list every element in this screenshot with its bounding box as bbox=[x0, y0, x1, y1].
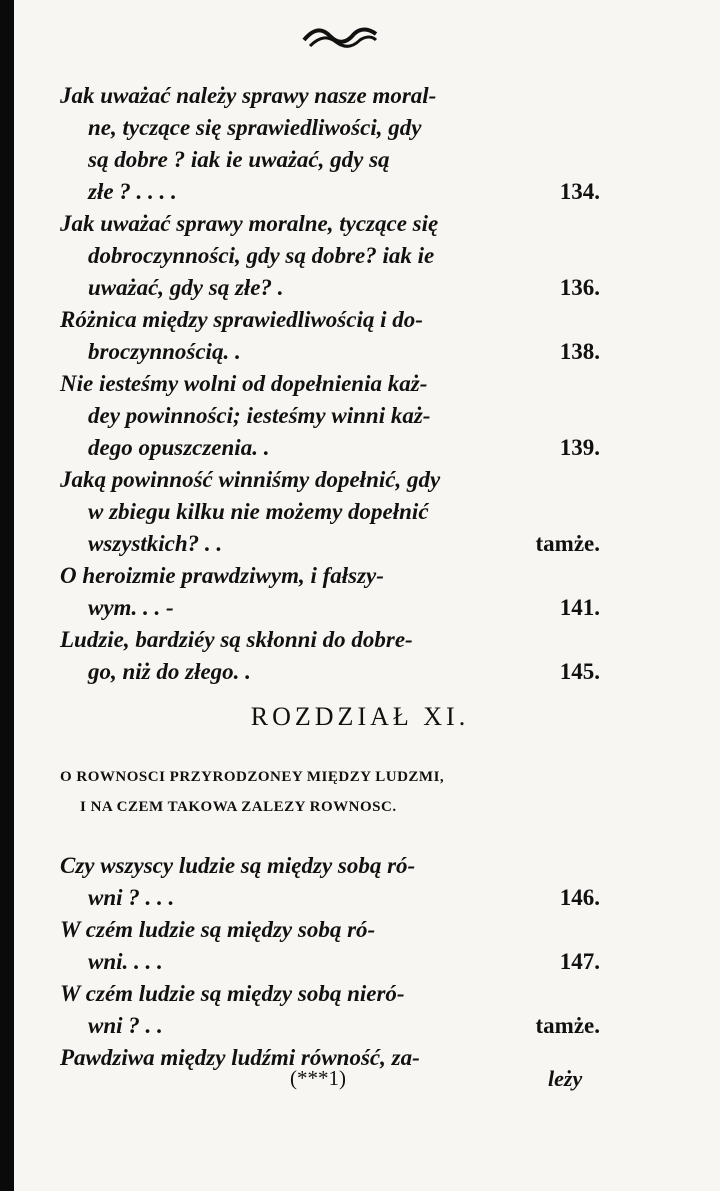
toc-page-number: 145. bbox=[559, 659, 600, 684]
toc-entry-line: uważać, gdy są złe? . bbox=[88, 275, 284, 300]
toc-entry-line: broczynnością. . bbox=[88, 339, 241, 364]
toc-page-number: 147. bbox=[559, 949, 600, 974]
toc-page-number: 146. bbox=[559, 885, 600, 910]
toc-entry bbox=[60, 464, 600, 560]
toc-entry bbox=[60, 368, 600, 464]
toc-page-number: 138. bbox=[559, 339, 600, 364]
chapter-heading: ROZDZIAŁ XI. bbox=[250, 702, 470, 731]
toc-entry-line: ne, tyczące się sprawiedliwości, gdy bbox=[88, 115, 422, 140]
catchword: leży bbox=[548, 1066, 583, 1091]
toc-entry-line: Nie iesteśmy wolni od dopełnienia każ- bbox=[60, 371, 428, 396]
toc-entry-line: Różnica między sprawiedliwością i do- bbox=[60, 307, 423, 332]
toc-entry bbox=[60, 208, 600, 304]
toc-entry-line: W czém ludzie są między sobą nieró- bbox=[60, 981, 405, 1006]
chapter-subtitle bbox=[60, 762, 600, 822]
page-binding-edge bbox=[0, 0, 14, 1191]
toc-entry-line: Czy wszyscy ludzie są między sobą ró- bbox=[60, 853, 416, 878]
table-of-contents-part1 bbox=[60, 80, 600, 688]
toc-page-number: 139. bbox=[559, 435, 600, 460]
toc-entry bbox=[60, 624, 600, 688]
toc-entry bbox=[60, 304, 600, 368]
toc-page-number: tamże. bbox=[535, 1013, 600, 1038]
subtitle-line-2: I NA CZEM TAKOWA ZALEZY ROWNOSC. bbox=[80, 799, 397, 815]
toc-entry-line: Ludzie, bardziéy są skłonni do dobre- bbox=[60, 627, 413, 652]
toc-entry-line: wni. . . . bbox=[88, 949, 163, 974]
toc-entry-line: wszystkich? . . bbox=[88, 531, 223, 556]
toc-entry bbox=[60, 560, 600, 624]
toc-entry-line: są dobre ? iak ie uważać, gdy są bbox=[88, 147, 390, 172]
toc-entry-line: W czém ludzie są między sobą ró- bbox=[60, 917, 376, 942]
toc-page-number: 134. bbox=[559, 179, 600, 204]
toc-entry-line: Jak uważać sprawy moralne, tyczące się bbox=[60, 211, 439, 236]
toc-entry bbox=[60, 80, 600, 208]
toc-entry-line: w zbiegu kilku nie możemy dopełnić bbox=[88, 499, 429, 524]
table-of-contents-part2 bbox=[60, 850, 600, 1074]
swash-ornament-icon bbox=[300, 22, 380, 52]
toc-entry-line: go, niż do złego. . bbox=[88, 659, 251, 684]
toc-entry-line: dego opuszczenia. . bbox=[88, 435, 270, 460]
toc-entry-line: wni ? . . bbox=[88, 1013, 163, 1038]
toc-entry bbox=[60, 978, 600, 1042]
subtitle-line-1: O ROWNOSCI PRZYRODZONEY MIĘDZY LUDZMI, bbox=[60, 769, 445, 785]
toc-entry-line: złe ? . . . . bbox=[88, 179, 177, 204]
toc-entry bbox=[60, 914, 600, 978]
printer-signature-mark: (***1) bbox=[290, 1066, 346, 1090]
toc-page-number: 136. bbox=[559, 275, 600, 300]
toc-entry-line: Jak uważać należy sprawy nasze moral- bbox=[60, 83, 437, 108]
toc-entry-line: Pawdziwa między ludźmi równość, za- bbox=[60, 1045, 420, 1070]
toc-entry-line: wni ? . . . bbox=[88, 885, 175, 910]
toc-entry-line: dobroczynności, gdy są dobre? iak ie bbox=[88, 243, 435, 268]
toc-entry-line: dey powinności; iesteśmy winni każ- bbox=[88, 403, 431, 428]
toc-entry-line: wym. . . - bbox=[88, 595, 174, 620]
toc-page-number: tamże. bbox=[535, 531, 600, 556]
toc-entry-line: Jaką powinność winniśmy dopełnić, gdy bbox=[60, 467, 441, 492]
toc-page-number: 141. bbox=[559, 595, 600, 620]
toc-entry-line: O heroizmie prawdziwym, i fałszy- bbox=[60, 563, 384, 588]
toc-entry bbox=[60, 850, 600, 914]
